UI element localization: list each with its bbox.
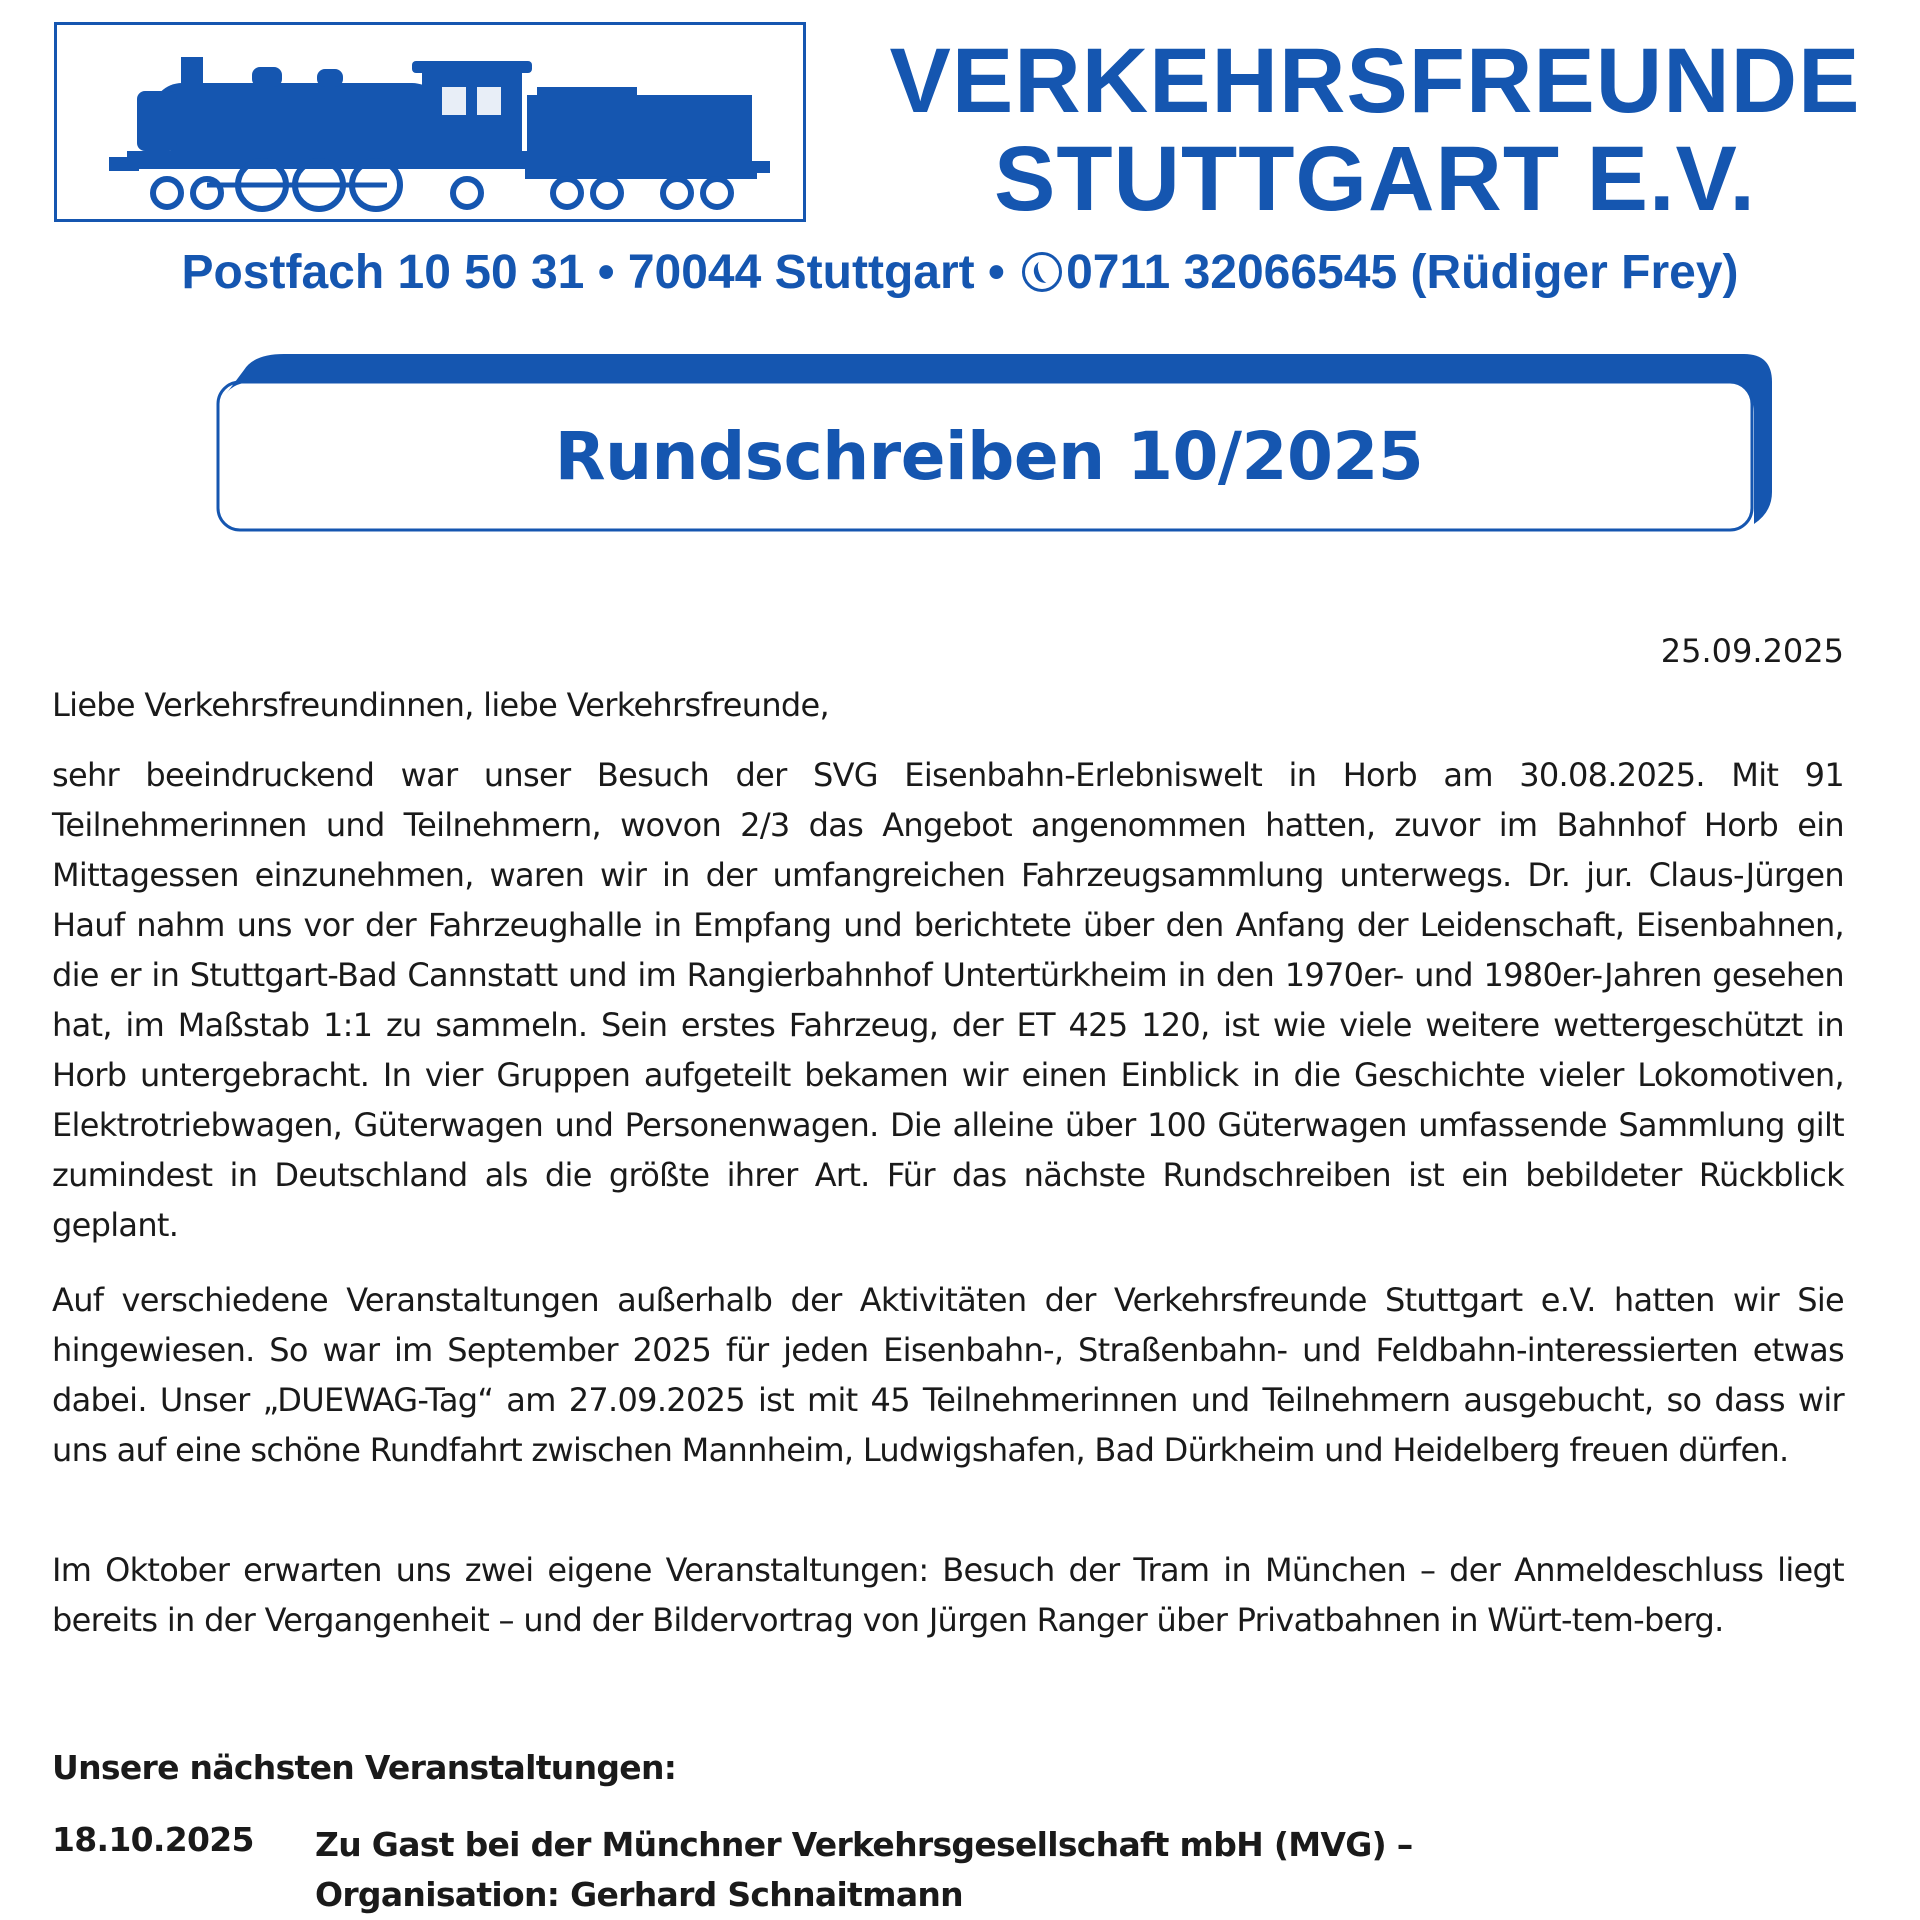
steam-locomotive-icon xyxy=(57,25,803,219)
event-date: 18.10.2025 xyxy=(52,1820,254,1859)
organization-name xyxy=(870,32,1880,228)
address-line xyxy=(0,245,1920,300)
logo-frame xyxy=(54,22,806,222)
event-organizer: Organisation: Gerhard Schnaitmann xyxy=(315,1875,963,1914)
organization-name-line1: VERKEHRSFREUNDE xyxy=(889,30,1861,132)
title-banner xyxy=(214,352,1774,534)
event-title: Zu Gast bei der Münchner Verkehrsgesellschaft mbH (MVG) – xyxy=(315,1825,1413,1864)
newsletter-title: Rundschreiben 10/2025 xyxy=(554,418,1424,495)
paragraph-october-events: Im Oktober erwarten uns zwei eigene Veranstaltungen: Besuch der Tram in München – der Anmeldeschluss liegt bereits in der Vergangenheit – und der Bildervortrag von Jürgen Ranger über Privatbahnen in Würt-tem-berg. xyxy=(52,1551,1844,1639)
letter-date: 25.09.2025 xyxy=(1660,632,1844,670)
postal-address: Postfach 10 50 31 • 70044 Stuttgart • xyxy=(181,246,1005,299)
paragraph-horb-visit: sehr beeindruckend war unser Besuch der SVG Eisenbahn-Erlebniswelt in Horb am 30.08.2025. Mit 91 Teilnehmerinnen und Teilnehmern, wovon 2/3 das Angebot angenommen hatten, zuvor im Bahnhof Horb ein Mittagessen einzunehmen, waren wir in der umfangreichen Fahrzeugsammlung unterwegs. Dr. jur. Claus-Jürgen Hauf nahm uns vor der Fahrzeughalle in Empfang und berichtete über den Anfang der Leidenschaft, Eisenbahnen, die er in Stuttgart-Bad Cannstatt und im Rangierbahnhof Untertürkheim in den 1970er- und 1980er-Jahren gesehen hat, im Maßstab 1:1 zu sammeln. Sein erstes Fahrzeug, der ET 425 120, ist wie viele weitere wettergeschützt in Horb untergebracht. In vier Gruppen aufgeteilt bekamen wir einen Einblick in die Geschichte vieler Lokomotiven, Elektrotriebwagen, Güterwagen und Personenwagen. Die alleine über 100 Güterwagen umfassende Sammlung gilt zumindest in Deutschland als die größte ihrer Art. Für das nächste Rundschreiben ist ein bebildeter Rückblick geplant. xyxy=(52,756,1844,1244)
phone-icon xyxy=(1022,252,1062,292)
events-heading: Unsere nächsten Veranstaltungen: xyxy=(52,1748,677,1787)
salutation: Liebe Verkehrsfreundinnen, liebe Verkehrsfreunde, xyxy=(52,686,829,724)
phone-contact: 0711 32066545 (Rüdiger Frey) xyxy=(1066,246,1739,299)
event-description xyxy=(315,1820,1815,1920)
paragraph-external-events: Auf verschiedene Veranstaltungen außerhalb der Aktivitäten der Verkehrsfreunde Stuttgart e.V. hatten wir Sie hingewiesen. So war im September 2025 für jeden Eisenbahn-, Straßenbahn- und Feldbahn-interessierten etwas dabei. Unser „DUEWAG-Tag“ am 27.09.2025 ist mit 45 Teilnehmerinnen und Teilnehmern ausgebucht, so dass wir uns auf eine schöne Rundfahrt zwischen Mannheim, Ludwigshafen, Bad Dürkheim und Heidelberg freuen dürfen. xyxy=(52,1281,1844,1469)
organization-name-line2: STUTTGART E.V. xyxy=(994,128,1756,230)
